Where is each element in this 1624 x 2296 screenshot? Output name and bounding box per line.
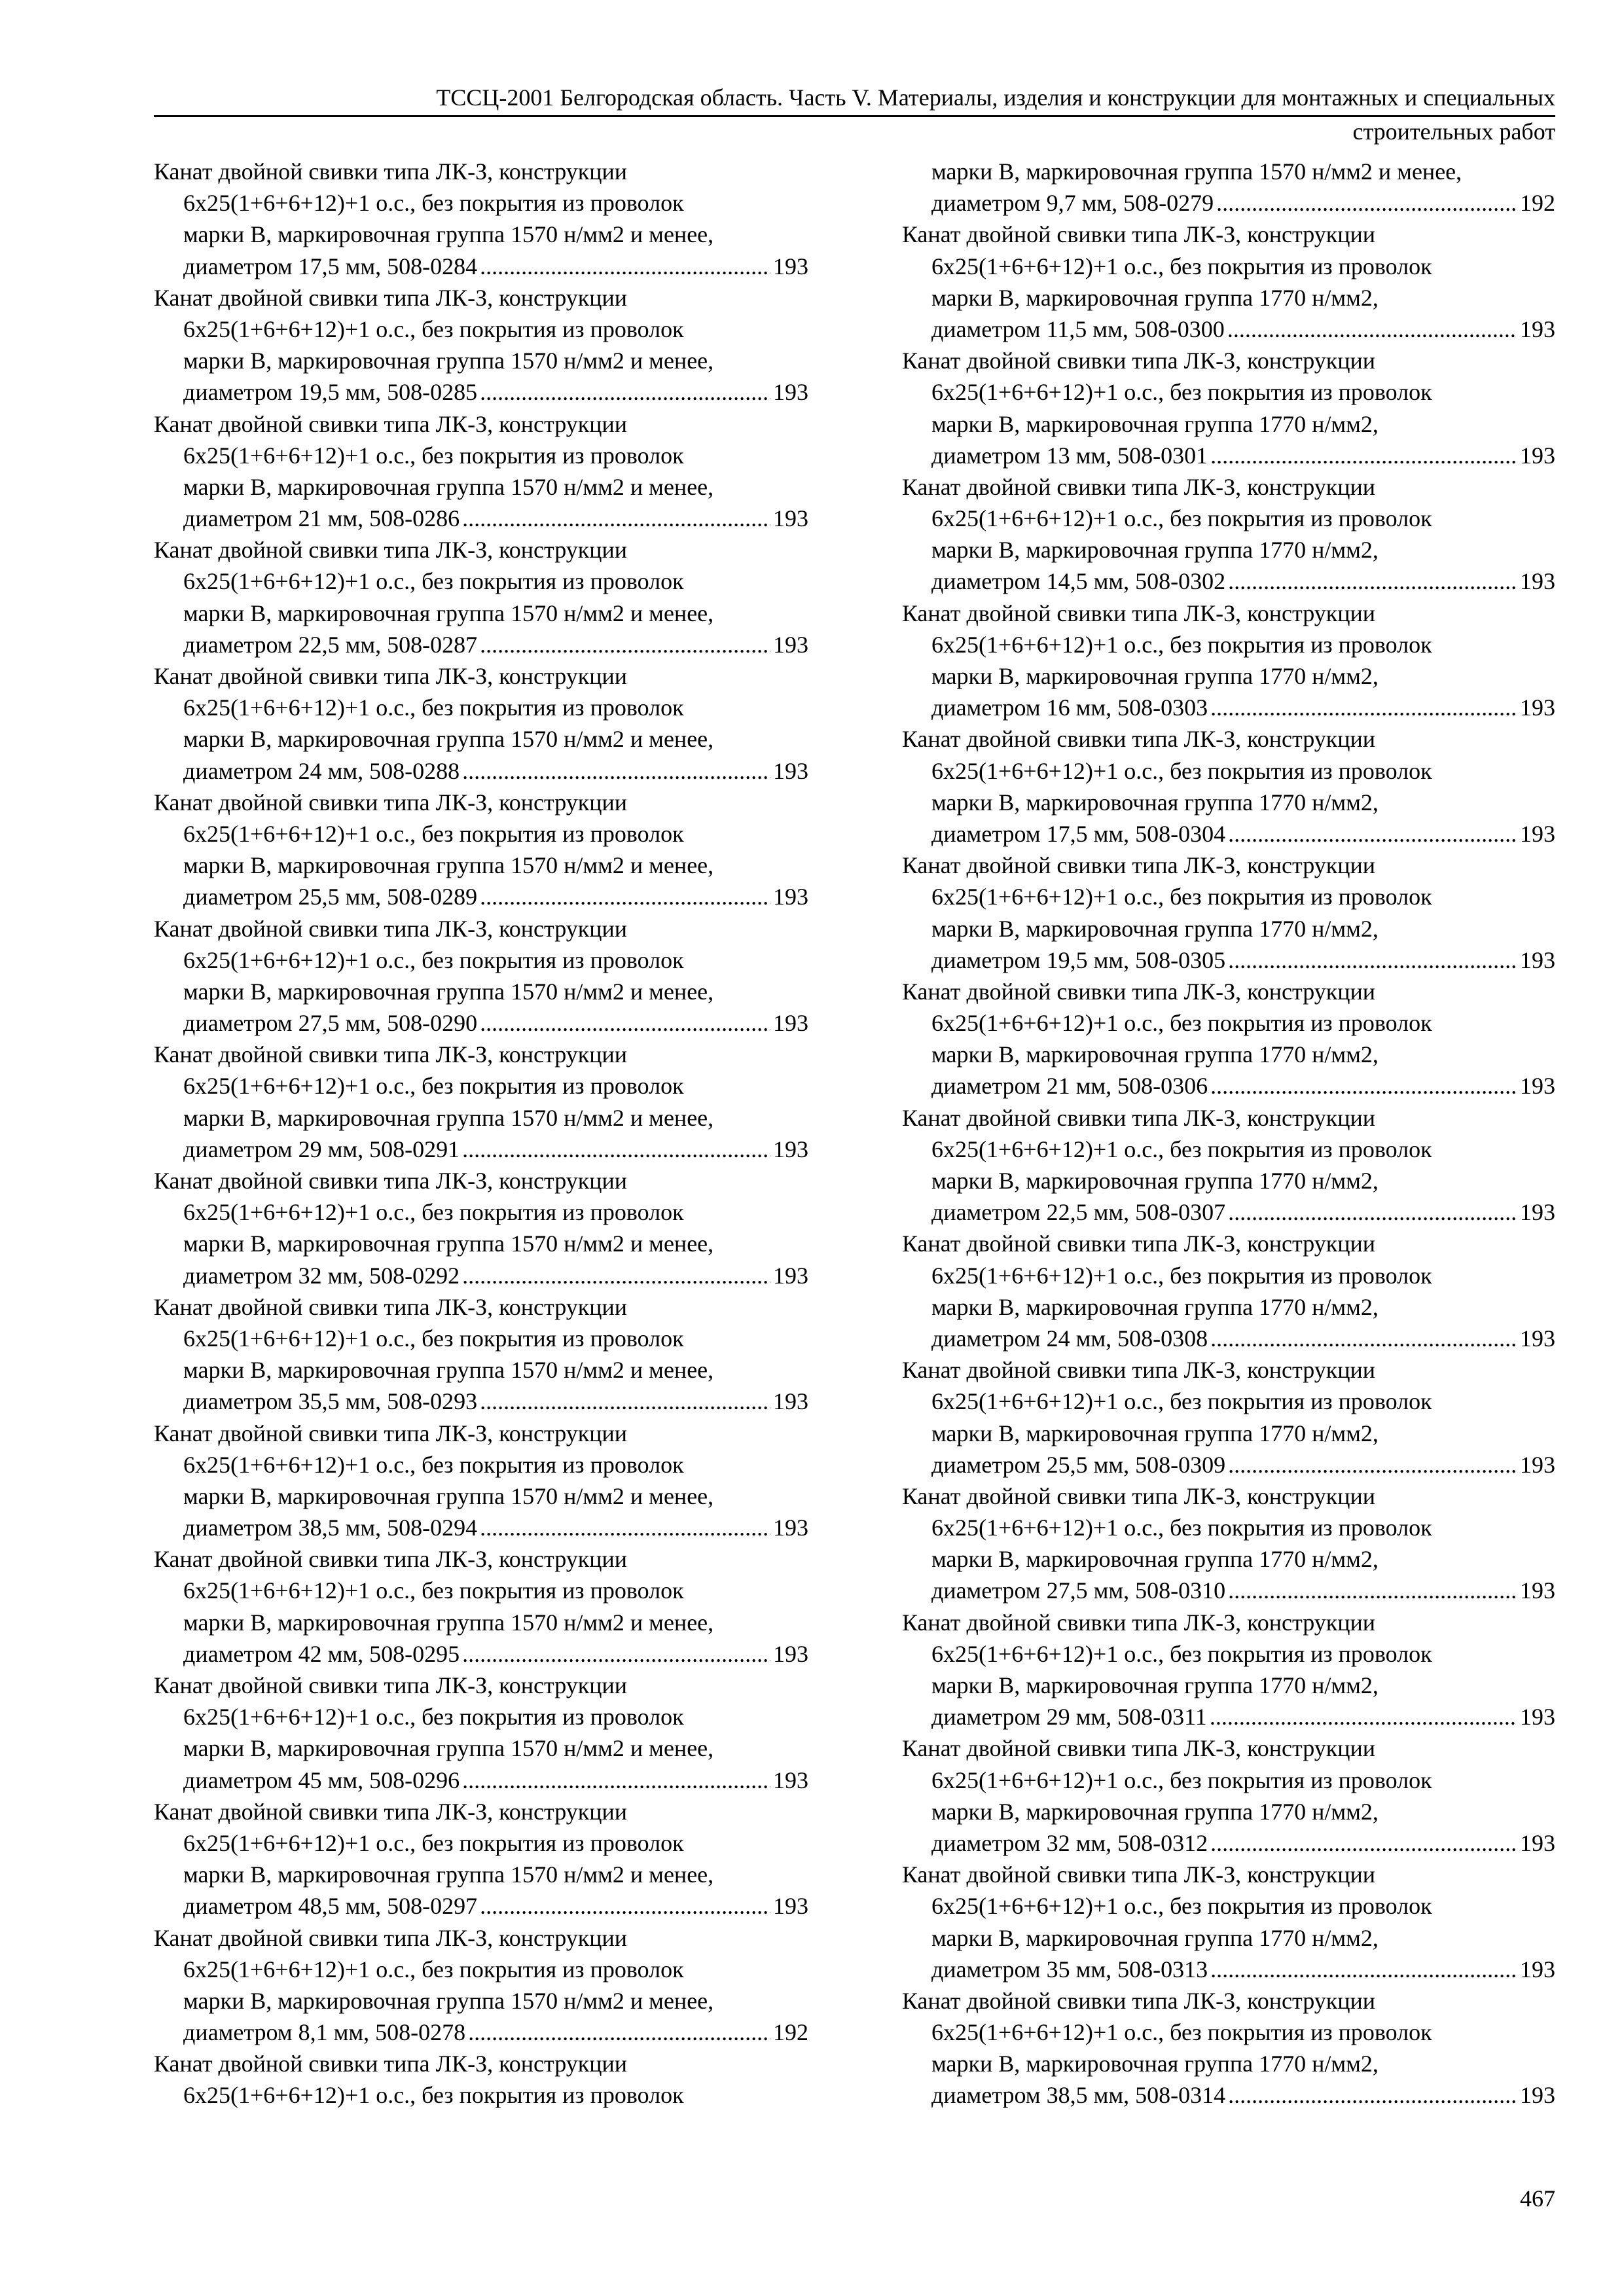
entry-text-line: 6х25(1+6+6+12)+1 о.с., без покрытия из проволок (931, 253, 1432, 279)
entry-page-ref: 193 (773, 1640, 808, 1667)
index-entry (154, 913, 808, 1039)
entry-page-ref: 193 (1520, 946, 1555, 973)
entry-text-line: 6х25(1+6+6+12)+1 о.с., без покрытия из проволок (931, 757, 1432, 784)
header-rule (154, 115, 1555, 117)
running-header (154, 82, 1555, 148)
entry-code: диаметром 17,5 мм, 508-0284 (183, 253, 478, 279)
entry-code: диаметром 38,5 мм, 508-0314 (931, 2082, 1226, 2109)
entry-title-line: Канат двойной свивки типа ЛК-З, конструкции (902, 1609, 1376, 1636)
entry-text-line: марки В, маркировочная группа 1770 н/мм2, (931, 1168, 1379, 1194)
entry-page-ref: 193 (773, 505, 808, 532)
entry-title-line: Канат двойной свивки типа ЛК-З, конструкции (902, 221, 1376, 248)
entry-text-line: марки В, маркировочная группа 1770 н/мм2, (931, 1672, 1379, 1698)
entry-page-ref: 193 (1520, 1704, 1555, 1731)
entry-code: диаметром 22,5 мм, 508-0307 (931, 1199, 1226, 1226)
entry-reference-line (154, 881, 808, 912)
entry-text-line: 6х25(1+6+6+12)+1 о.с., без покрытия из проволок (183, 1577, 684, 1604)
entry-text-line: марки В, маркировочная группа 1570 н/мм2 и менее, (183, 1230, 714, 1257)
dot-leader (462, 1638, 770, 1670)
entry-code: диаметром 27,5 мм, 508-0310 (931, 1577, 1226, 1604)
entry-text-line: марки В, маркировочная группа 1570 н/мм2 и менее, (183, 1609, 714, 1636)
index-entry (902, 156, 1555, 219)
entry-text-line: марки В, маркировочная группа 1770 н/мм2, (931, 410, 1379, 437)
entry-title-line: Канат двойной свивки типа ЛК-З, конструкции (154, 1672, 628, 1698)
entry-reference-line (902, 440, 1555, 471)
index-entry (902, 219, 1555, 345)
dot-leader (462, 1765, 770, 1796)
entry-reference-line (154, 376, 808, 408)
entry-code: диаметром 9,7 мм, 508-0279 (931, 190, 1214, 217)
index-entry (902, 1732, 1555, 1859)
entry-reference-line (154, 629, 808, 660)
entry-reference-line (902, 1827, 1555, 1859)
entry-title-line: Канат двойной свивки типа ЛК-З, конструкции (154, 1798, 628, 1825)
entry-text-line: 6х25(1+6+6+12)+1 о.с., без покрытия из проволок (931, 1388, 1432, 1415)
dot-leader (1210, 1323, 1517, 1354)
entry-reference-line (154, 1765, 808, 1796)
entry-code: диаметром 19,5 мм, 508-0305 (931, 946, 1226, 973)
entry-title-line: Канат двойной свивки типа ЛК-З, конструкции (154, 410, 628, 437)
index-entry (154, 1418, 808, 1544)
entry-text-line: 6х25(1+6+6+12)+1 о.с., без покрытия из проволок (183, 2082, 684, 2109)
entry-page-ref: 193 (1520, 1956, 1555, 1982)
entry-reference-line (154, 1007, 808, 1039)
entry-page-ref: 193 (1520, 1199, 1555, 1226)
entry-text-line: марки В, маркировочная группа 1570 н/мм2 и менее, (183, 1104, 714, 1131)
entry-page-ref: 193 (1520, 1325, 1555, 1352)
dot-leader (480, 251, 770, 282)
index-entry (154, 787, 808, 913)
index-entry (902, 976, 1555, 1102)
dot-leader (462, 1134, 770, 1165)
index-entry (154, 156, 808, 282)
entry-title-line: Канат двойной свивки типа ЛК-З, конструкции (902, 600, 1376, 626)
index-entry (154, 408, 808, 535)
entry-page-ref: 192 (773, 2019, 808, 2046)
entry-code: диаметром 42 мм, 508-0295 (183, 1640, 460, 1667)
header-title-continued: строительных работ (1352, 118, 1555, 145)
entry-title-line: Канат двойной свивки типа ЛК-З, конструкции (154, 1293, 628, 1320)
entry-text-line: 6х25(1+6+6+12)+1 о.с., без покрытия из проволок (931, 884, 1432, 910)
entry-title-line: Канат двойной свивки типа ЛК-З, конструкции (902, 1482, 1376, 1509)
entry-code: диаметром 27,5 мм, 508-0290 (183, 1010, 478, 1037)
entry-code: диаметром 24 мм, 508-0308 (931, 1325, 1208, 1352)
entry-text-line: марки В, маркировочная группа 1770 н/мм2, (931, 789, 1379, 816)
entry-reference-line (902, 1575, 1555, 1606)
entry-text-line: марки В, маркировочная группа 1570 н/мм2 и менее, (183, 600, 714, 626)
entry-text-line: 6х25(1+6+6+12)+1 о.с., без покрытия из проволок (931, 1515, 1432, 1541)
index-entry (154, 1039, 808, 1165)
entry-code: диаметром 32 мм, 508-0312 (931, 1829, 1208, 1856)
entry-reference-line (154, 1134, 808, 1165)
entry-text-line: 6х25(1+6+6+12)+1 о.с., без покрытия из проволок (931, 1893, 1432, 1920)
index-entry (902, 471, 1555, 598)
dot-leader (1228, 1449, 1517, 1480)
entry-text-line: 6х25(1+6+6+12)+1 о.с., без покрытия из проволок (931, 1136, 1432, 1162)
entry-reference-line (154, 2017, 808, 2048)
index-entry (902, 1480, 1555, 1607)
page-number: 467 (1520, 2185, 1555, 2212)
entry-title-line: Канат двойной свивки типа ЛК-З, конструкции (154, 158, 628, 185)
entry-reference-line (154, 1386, 808, 1417)
entry-text-line: 6х25(1+6+6+12)+1 о.с., без покрытия из проволок (183, 1704, 684, 1731)
entry-reference-line (902, 2079, 1555, 2111)
index-entry (154, 2048, 808, 2111)
index-entry (902, 850, 1555, 976)
entry-text-line: 6х25(1+6+6+12)+1 о.с., без покрытия из проволок (183, 315, 684, 342)
entry-text-line: 6х25(1+6+6+12)+1 о.с., без покрытия из проволок (183, 568, 684, 595)
dot-leader (468, 2017, 770, 2048)
dot-leader (1228, 2079, 1517, 2111)
entry-title-line: Канат двойной свивки типа ЛК-З, конструкции (902, 852, 1376, 879)
entry-title-line: Канат двойной свивки типа ЛК-З, конструкции (902, 1861, 1376, 1888)
entry-reference-line (902, 1701, 1555, 1732)
dot-leader (1228, 818, 1517, 850)
entry-page-ref: 193 (773, 1893, 808, 1920)
entry-text-line: 6х25(1+6+6+12)+1 о.с., без покрытия из проволок (183, 1451, 684, 1478)
entry-code: диаметром 22,5 мм, 508-0287 (183, 631, 478, 658)
entry-text-line: марки В, маркировочная группа 1770 н/мм2, (931, 1924, 1379, 1951)
entry-text-line: марки В, маркировочная группа 1770 н/мм2, (931, 537, 1379, 564)
index-entry (902, 1859, 1555, 1985)
entry-text-line: 6х25(1+6+6+12)+1 о.с., без покрытия из проволок (931, 1767, 1432, 1793)
entry-text-line: 6х25(1+6+6+12)+1 о.с., без покрытия из проволок (183, 1829, 684, 1856)
index-entry (154, 534, 808, 660)
index-entry (902, 723, 1555, 850)
entry-page-ref: 193 (1520, 1451, 1555, 1478)
dot-leader (1216, 187, 1517, 219)
entry-text-line: марки В, маркировочная группа 1770 н/мм2, (931, 1293, 1379, 1320)
dot-leader (1228, 944, 1517, 976)
entry-page-ref: 193 (1520, 694, 1555, 721)
entry-code: диаметром 17,5 мм, 508-0304 (931, 820, 1226, 847)
dot-leader (480, 1007, 770, 1039)
index-entry (902, 1228, 1555, 1354)
index-entry (902, 598, 1555, 724)
entry-text-line: 6х25(1+6+6+12)+1 о.с., без покрытия из проволок (931, 379, 1432, 406)
entry-code: диаметром 21 мм, 508-0306 (931, 1073, 1208, 1100)
entry-text-line: марки В, маркировочная группа 1770 н/мм2, (931, 284, 1379, 311)
entry-title-line: Канат двойной свивки типа ЛК-З, конструкции (902, 1230, 1376, 1257)
index-entry (902, 1985, 1555, 2111)
dot-leader (480, 1890, 770, 1922)
entry-reference-line (154, 1260, 808, 1291)
entry-text-line: марки В, маркировочная группа 1770 н/мм2, (931, 663, 1379, 689)
entry-page-ref: 193 (1520, 568, 1555, 595)
entry-page-ref: 193 (1520, 315, 1555, 342)
dot-leader (1210, 1070, 1517, 1102)
dot-leader (480, 881, 770, 912)
index-entry (154, 1670, 808, 1796)
entry-code: диаметром 35,5 мм, 508-0293 (183, 1388, 478, 1415)
index-entry (154, 1922, 808, 2049)
entry-reference-line (154, 1638, 808, 1670)
entry-reference-line (902, 314, 1555, 345)
entry-text-line: 6х25(1+6+6+12)+1 о.с., без покрытия из проволок (931, 2019, 1432, 2046)
entry-text-line: марки В, маркировочная группа 1570 н/мм2 и менее, (183, 1482, 714, 1509)
entry-code: диаметром 35 мм, 508-0313 (931, 1956, 1208, 1982)
entry-text-line: марки В, маркировочная группа 1770 н/мм2, (931, 1041, 1379, 1068)
entry-title-line: Канат двойной свивки типа ЛК-З, конструкции (154, 1041, 628, 1068)
entry-code: диаметром 32 мм, 508-0292 (183, 1262, 460, 1289)
entry-page-ref: 193 (773, 757, 808, 784)
entry-title-line: Канат двойной свивки типа ЛК-З, конструкции (902, 1987, 1376, 2014)
entry-reference-line (902, 1070, 1555, 1102)
index-entry (902, 1102, 1555, 1229)
entry-reference-line (902, 565, 1555, 597)
index-entry (154, 660, 808, 787)
dot-leader (480, 376, 770, 408)
entry-text-line: марки В, маркировочная группа 1570 н/мм2 и менее, (183, 348, 714, 374)
index-entry (154, 1796, 808, 1922)
dot-leader (480, 1386, 770, 1417)
dot-leader (462, 503, 770, 534)
header-title: ТССЦ-2001 Белгородская область. Часть V. Материалы, изделия и конструкции для монтажных и специальных (436, 84, 1555, 111)
entry-title-line: Канат двойной свивки типа ЛК-З, конструкции (154, 1924, 628, 1951)
dot-leader (480, 1512, 770, 1543)
entry-title-line: Канат двойной свивки типа ЛК-З, конструкции (154, 537, 628, 564)
entry-code: диаметром 29 мм, 508-0291 (183, 1136, 460, 1162)
entry-reference-line (154, 503, 808, 534)
entry-page-ref: 192 (1520, 190, 1555, 217)
entry-page-ref: 193 (773, 1388, 808, 1415)
entry-text-line: 6х25(1+6+6+12)+1 о.с., без покрытия из проволок (183, 1073, 684, 1100)
entry-text-line: марки В, маркировочная группа 1770 н/мм2, (931, 1546, 1379, 1573)
entry-title-line: Канат двойной свивки типа ЛК-З, конструкции (154, 663, 628, 689)
index-entry (154, 1291, 808, 1418)
entry-text-line: марки В, маркировочная группа 1570 н/мм2 и менее, (183, 221, 714, 248)
entry-code: диаметром 29 мм, 508-0311 (931, 1704, 1207, 1731)
entry-page-ref: 193 (773, 1515, 808, 1541)
entry-page-ref: 193 (773, 379, 808, 406)
entry-text-line: марки В, маркировочная группа 1570 н/мм2 и менее, (183, 1987, 714, 2014)
entry-title-line: Канат двойной свивки типа ЛК-З, конструкции (902, 1735, 1376, 1762)
entry-reference-line (154, 1512, 808, 1543)
entry-title-line: Канат двойной свивки типа ЛК-З, конструкции (902, 726, 1376, 753)
entry-page-ref: 193 (773, 1767, 808, 1793)
entry-text-line: марки В, маркировочная группа 1770 н/мм2, (931, 1798, 1379, 1825)
dot-leader (480, 629, 770, 660)
entry-reference-line (902, 1196, 1555, 1228)
entry-title-line: Канат двойной свивки типа ЛК-З, конструкции (154, 2051, 628, 2077)
index-entry (902, 345, 1555, 471)
entry-reference-line (154, 1890, 808, 1922)
entry-code: диаметром 21 мм, 508-0286 (183, 505, 460, 532)
entry-title-line: Канат двойной свивки типа ЛК-З, конструкции (154, 789, 628, 816)
entry-title-line: Канат двойной свивки типа ЛК-З, конструкции (154, 1546, 628, 1573)
entry-code: диаметром 11,5 мм, 508-0300 (931, 315, 1225, 342)
entry-reference-line (902, 1449, 1555, 1480)
entry-title-line: Канат двойной свивки типа ЛК-З, конструкции (902, 473, 1376, 500)
entry-text-line: марки В, маркировочная группа 1770 н/мм2, (931, 915, 1379, 942)
entry-text-line: 6х25(1+6+6+12)+1 о.с., без покрытия из проволок (183, 1956, 684, 1982)
entry-text-line: 6х25(1+6+6+12)+1 о.с., без покрытия из проволок (183, 1325, 684, 1352)
entry-code: диаметром 25,5 мм, 508-0289 (183, 884, 478, 910)
dot-leader (462, 755, 770, 787)
entry-text-line: 6х25(1+6+6+12)+1 о.с., без покрытия из проволок (931, 505, 1432, 532)
entry-page-ref: 193 (1520, 2082, 1555, 2109)
entry-title-line: Канат двойной свивки типа ЛК-З, конструкции (154, 1420, 628, 1446)
entry-text-line: марки В, маркировочная группа 1770 н/мм2, (931, 1420, 1379, 1446)
entry-code: диаметром 14,5 мм, 508-0302 (931, 568, 1226, 595)
entry-text-line: 6х25(1+6+6+12)+1 о.с., без покрытия из проволок (931, 1262, 1432, 1289)
dot-leader (1210, 1954, 1517, 1985)
entry-text-line: марки В, маркировочная группа 1570 н/мм2 и менее, (183, 978, 714, 1005)
entry-text-line: марки В, маркировочная группа 1570 н/мм2 и менее, (183, 1735, 714, 1762)
entry-text-line: марки В, маркировочная группа 1570 н/мм2 и менее, (183, 852, 714, 879)
entry-page-ref: 193 (773, 253, 808, 279)
entry-text-line: марки В, маркировочная группа 1570 н/мм2 и менее, (183, 1861, 714, 1888)
dot-leader (1228, 1196, 1517, 1228)
entry-reference-line (902, 944, 1555, 976)
entry-text-line: марки В, маркировочная группа 1770 н/мм2, (931, 2051, 1379, 2077)
entry-page-ref: 193 (1520, 1829, 1555, 1856)
index-entry (902, 1354, 1555, 1480)
entry-text-line: 6х25(1+6+6+12)+1 о.с., без покрытия из проволок (183, 190, 684, 217)
dot-leader (1210, 1827, 1517, 1859)
entry-text-line: 6х25(1+6+6+12)+1 о.с., без покрытия из проволок (183, 820, 684, 847)
entry-code: диаметром 48,5 мм, 508-0297 (183, 1893, 478, 1920)
entry-page-ref: 193 (773, 631, 808, 658)
entry-reference-line (154, 251, 808, 282)
entry-code: диаметром 24 мм, 508-0288 (183, 757, 460, 784)
entry-reference-line (902, 692, 1555, 723)
entry-page-ref: 193 (773, 884, 808, 910)
dot-leader (1210, 440, 1517, 471)
dot-leader (1228, 1575, 1517, 1606)
entry-reference-line (902, 1954, 1555, 1985)
entry-text-line: 6х25(1+6+6+12)+1 о.с., без покрытия из проволок (183, 946, 684, 973)
entry-text-line: марки В, маркировочная группа 1570 н/мм2 и менее, (183, 726, 714, 753)
entry-text-line: 6х25(1+6+6+12)+1 о.с., без покрытия из проволок (183, 442, 684, 469)
dot-leader (1210, 1701, 1517, 1732)
index-entry (902, 1607, 1555, 1733)
index-entry (154, 1165, 808, 1291)
entry-text-line: марки В, маркировочная группа 1570 н/мм2 и менее, (183, 1357, 714, 1384)
entry-page-ref: 193 (1520, 442, 1555, 469)
entry-title-line: Канат двойной свивки типа ЛК-З, конструкции (902, 978, 1376, 1005)
dot-leader (462, 1260, 770, 1291)
entry-title-line: Канат двойной свивки типа ЛК-З, конструкции (902, 1357, 1376, 1384)
entry-code: диаметром 38,5 мм, 508-0294 (183, 1515, 478, 1541)
entry-page-ref: 193 (1520, 820, 1555, 847)
entry-reference-line (154, 755, 808, 787)
entry-title-line: Канат двойной свивки типа ЛК-З, конструкции (154, 284, 628, 311)
entry-page-ref: 193 (773, 1010, 808, 1037)
dot-leader (1227, 314, 1517, 345)
entry-text-line: марки В, маркировочная группа 1570 н/мм2 и менее, (931, 158, 1462, 185)
entry-page-ref: 193 (773, 1136, 808, 1162)
entry-code: диаметром 13 мм, 508-0301 (931, 442, 1208, 469)
entry-code: диаметром 25,5 мм, 508-0309 (931, 1451, 1226, 1478)
entry-code: диаметром 45 мм, 508-0296 (183, 1767, 460, 1793)
entry-text-line: 6х25(1+6+6+12)+1 о.с., без покрытия из проволок (931, 631, 1432, 658)
entry-text-line: 6х25(1+6+6+12)+1 о.с., без покрытия из проволок (931, 1010, 1432, 1037)
entry-text-line: 6х25(1+6+6+12)+1 о.с., без покрытия из проволок (183, 694, 684, 721)
entry-reference-line (902, 187, 1555, 219)
dot-leader (1228, 565, 1517, 597)
entry-reference-line (902, 818, 1555, 850)
index-column-left (154, 156, 808, 2111)
entry-reference-line (902, 1323, 1555, 1354)
entry-code: диаметром 16 мм, 508-0303 (931, 694, 1208, 721)
index-entry (154, 282, 808, 408)
entry-code: диаметром 19,5 мм, 508-0285 (183, 379, 478, 406)
entry-title-line: Канат двойной свивки типа ЛК-З, конструкции (154, 915, 628, 942)
entry-code: диаметром 8,1 мм, 508-0278 (183, 2019, 466, 2046)
entry-text-line: 6х25(1+6+6+12)+1 о.с., без покрытия из проволок (931, 1640, 1432, 1667)
index-entry (154, 1543, 808, 1670)
entry-title-line: Канат двойной свивки типа ЛК-З, конструкции (902, 1104, 1376, 1131)
entry-text-line: марки В, маркировочная группа 1570 н/мм2 и менее, (183, 473, 714, 500)
entry-page-ref: 193 (1520, 1577, 1555, 1604)
index-column-right (902, 156, 1555, 2111)
entry-text-line: 6х25(1+6+6+12)+1 о.с., без покрытия из проволок (183, 1199, 684, 1226)
entry-page-ref: 193 (1520, 1073, 1555, 1100)
dot-leader (1210, 692, 1517, 723)
entry-page-ref: 193 (773, 1262, 808, 1289)
entry-title-line: Канат двойной свивки типа ЛК-З, конструкции (154, 1168, 628, 1194)
entry-title-line: Канат двойной свивки типа ЛК-З, конструкции (902, 348, 1376, 374)
